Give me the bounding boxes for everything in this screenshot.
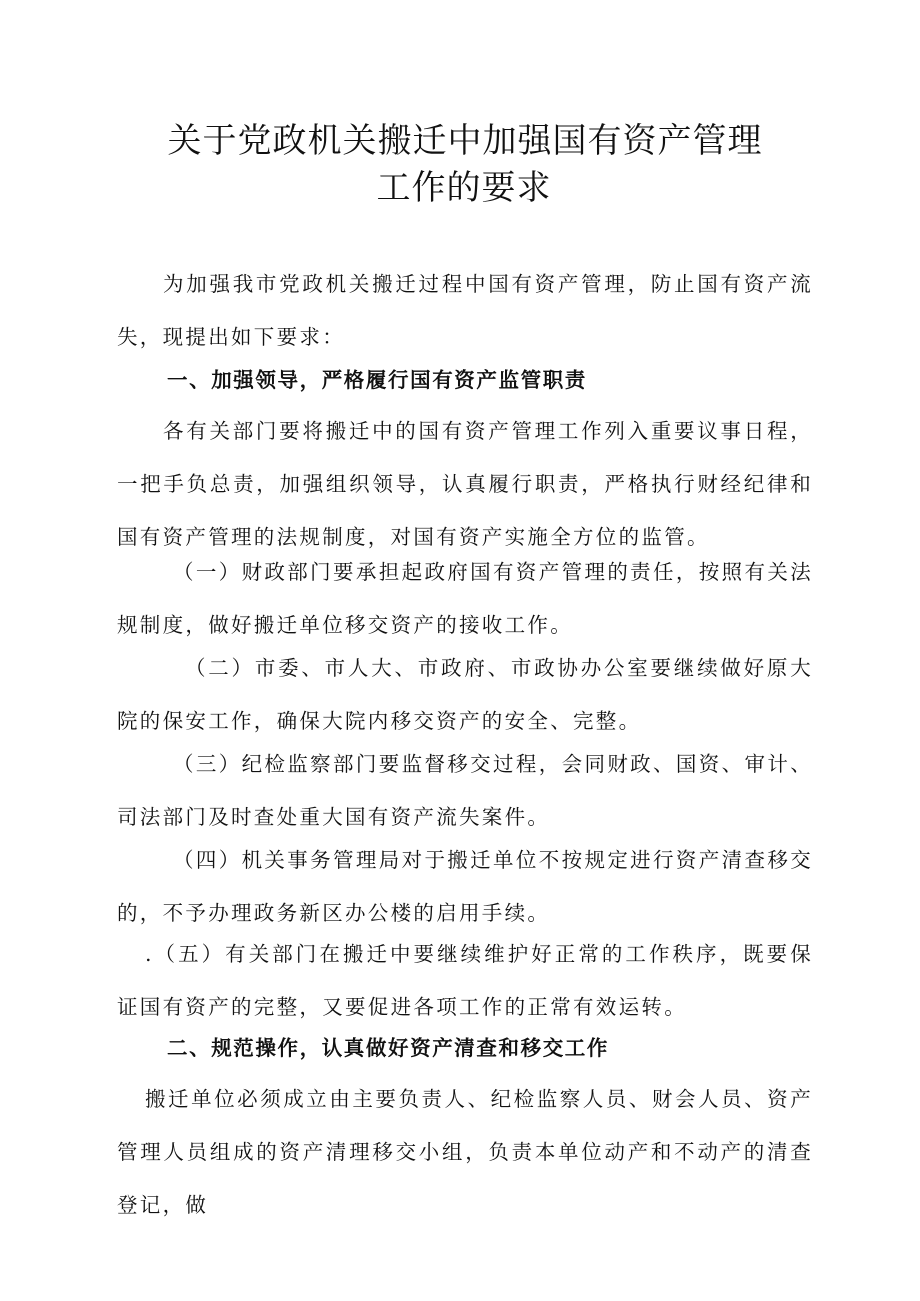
document-title-line-2: 工作的要求 xyxy=(376,168,552,208)
section-2-heading: 二、规范操作，认真做好资产清查和移交工作 xyxy=(167,1036,609,1060)
intro-paragraph: 为加强我市党政机关搬迁过程中国有资产管理，防止国有资产流失，现提出如下要求： xyxy=(117,272,813,349)
section-1-item-2: （二）市委、市人大、市政府、市政协办公室要继续做好原大院的保安工作，确保大院内移交资产的安全、完整。 xyxy=(117,656,813,733)
section-1-item-1: （一）财政部门要承担起政府国有资产管理的责任，按照有关法规制度，做好搬迁单位移交资产的接收工作。 xyxy=(117,560,813,637)
document-title-line-1: 关于党政机关搬迁中加强国有资产管理 xyxy=(167,121,763,161)
section-1-body: 各有关部门要将搬迁中的国有资产管理工作列入重要议事日程，一把手负总责，加强组织领导，认真履行职责，严格执行财经纪律和国有资产管理的法规制度，对国有资产实施全方位的监管。 xyxy=(117,419,813,549)
section-1-item-5: .（五）有关部门在搬迁中要继续维护好正常的工作秩序，既要保证国有资产的完整，又要促进各项工作的正常有效运转。 xyxy=(117,942,813,1019)
section-1-item-4: （四）机关事务管理局对于搬迁单位不按规定进行资产清查移交的，不予办理政务新区办公楼的启用手续。 xyxy=(117,848,813,925)
section-1-item-3: （三）纪检监察部门要监督移交过程，会同财政、国资、审计、司法部门及时查处重大国有资产流失案件。 xyxy=(117,752,813,829)
section-2-body: 搬迁单位必须成立由主要负责人、纪检监察人员、财会人员、资产管理人员组成的资产清理移交小组，负责本单位动产和不动产的清查登记，做 xyxy=(117,1087,813,1217)
section-1-heading: 一、加强领导，严格履行国有资产监管职责 xyxy=(167,368,587,392)
